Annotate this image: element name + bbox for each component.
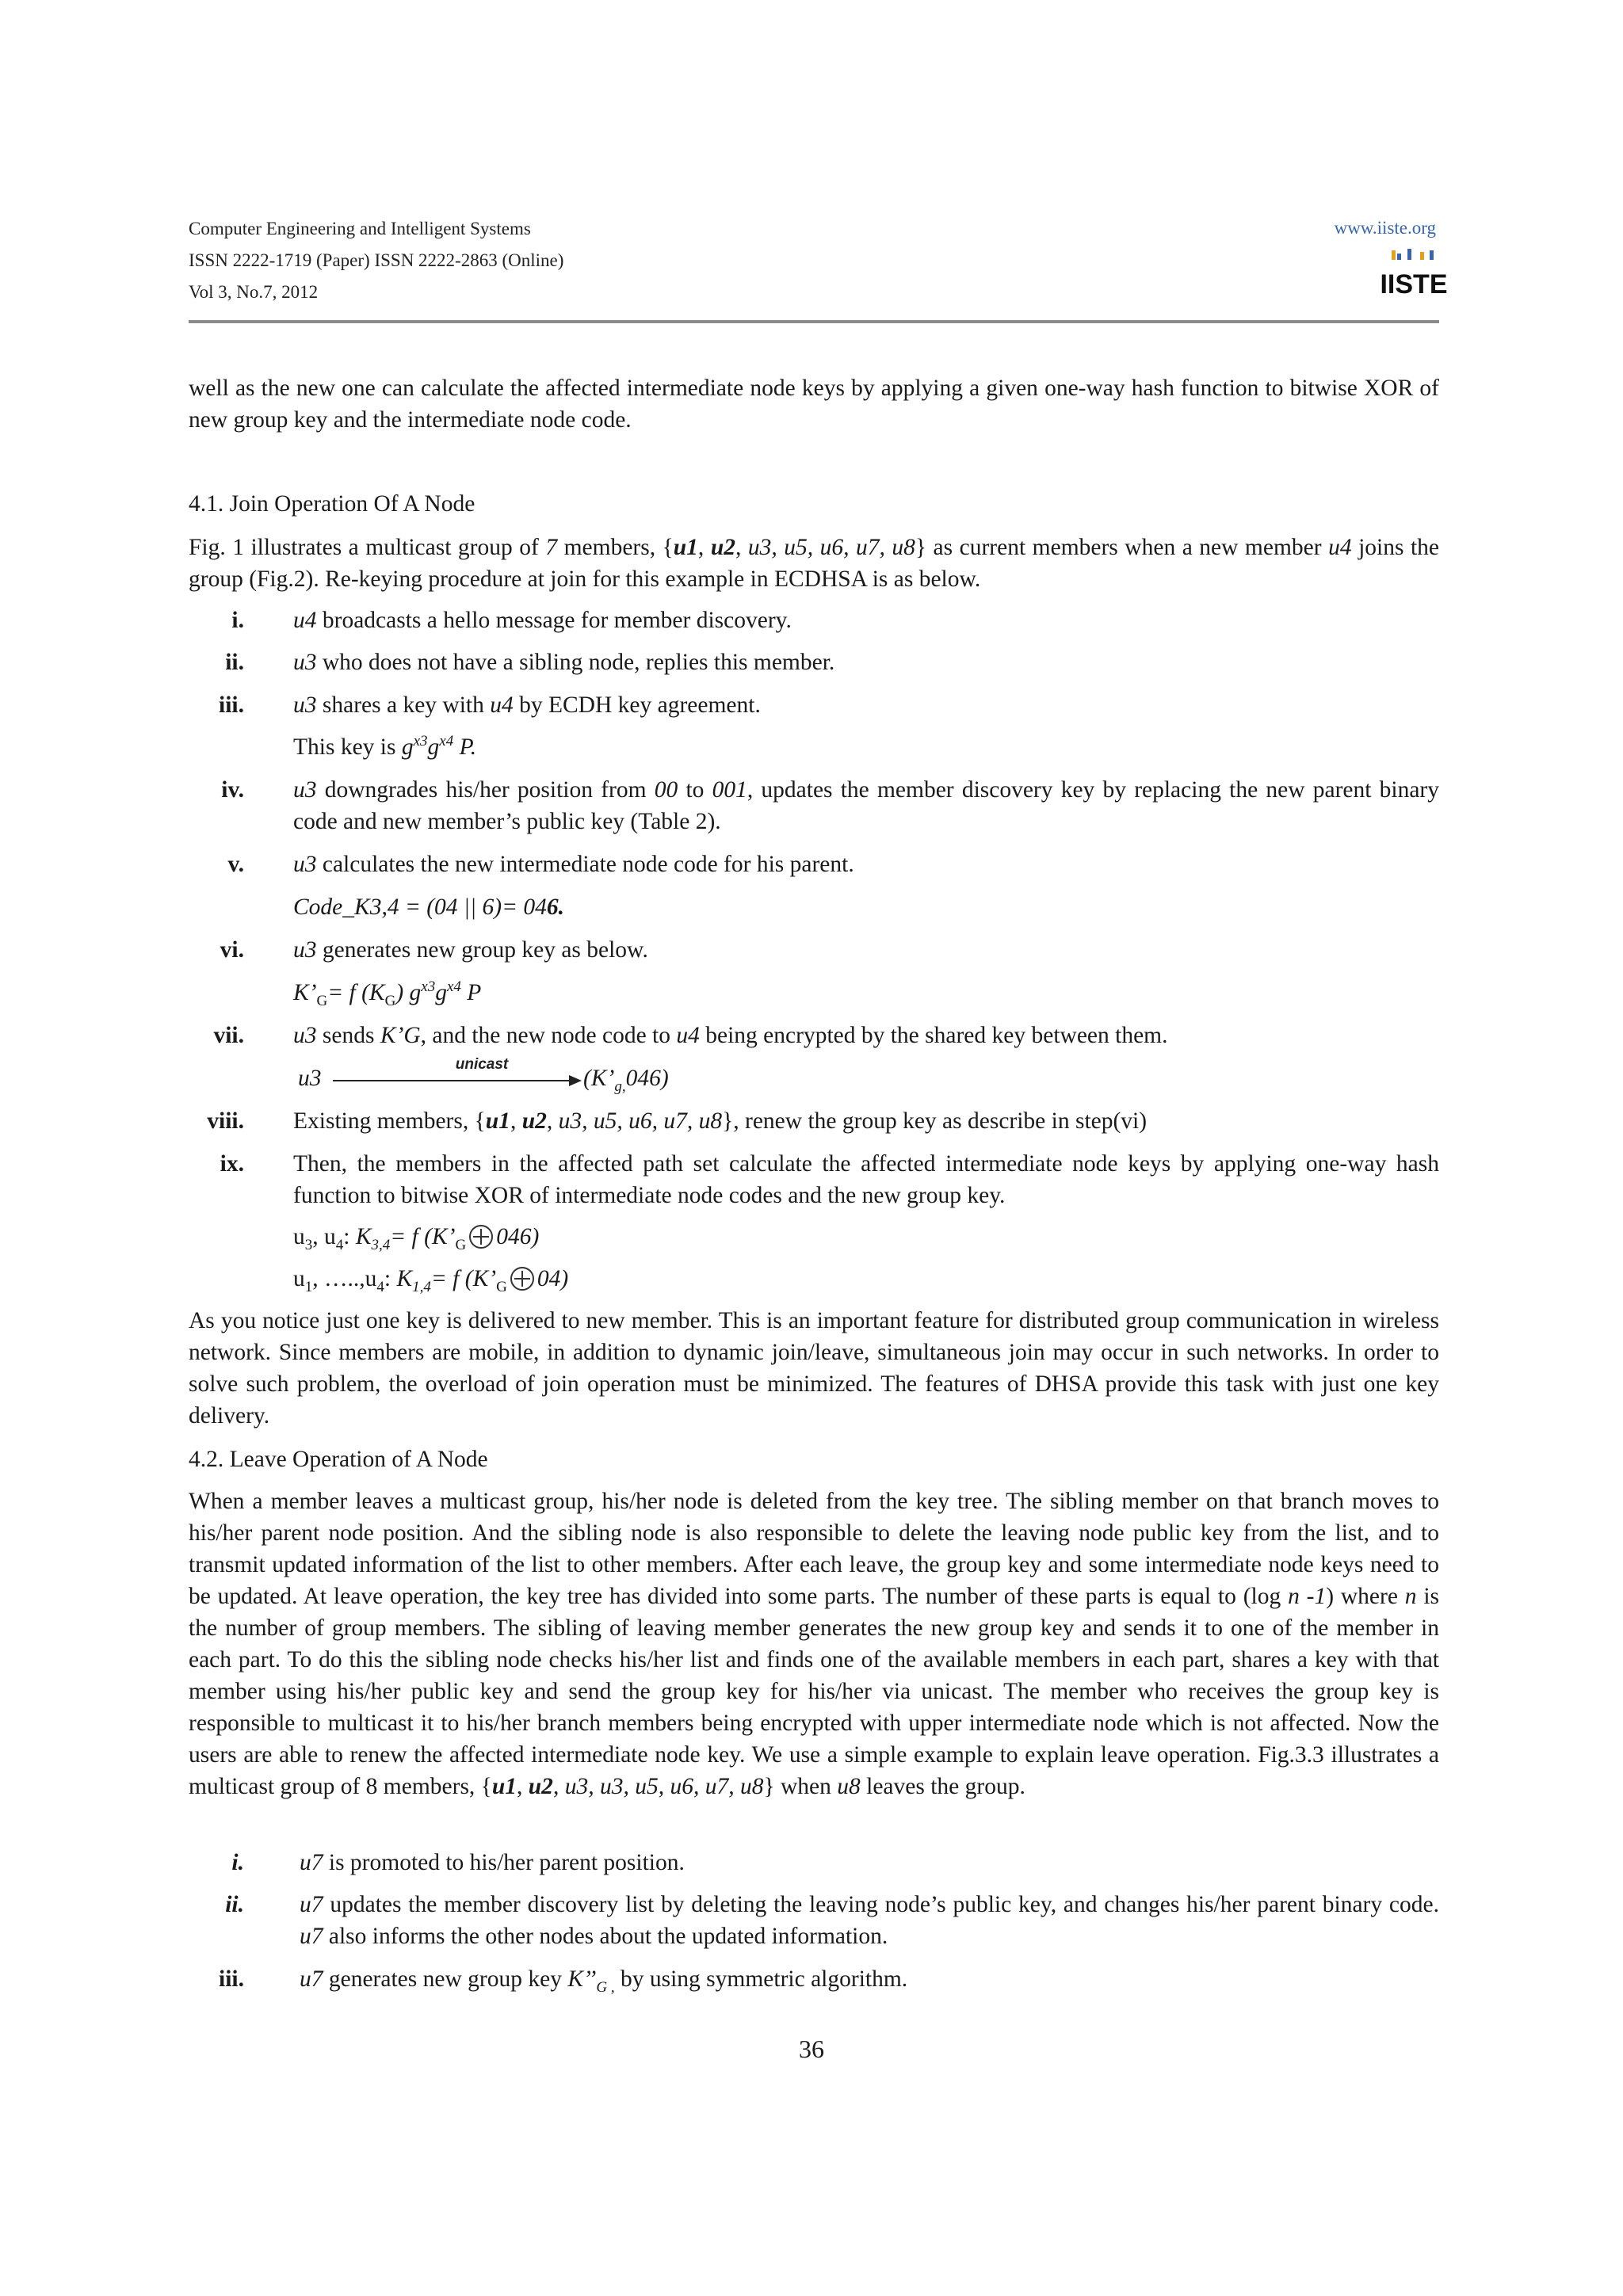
node-key-formula-2: $u_1$, $\dots..,u_4$: $K_{1,4}= f$ ($K’_G$ 04) bbox=[293, 1266, 569, 1295]
shared-key-formula: This key is $g^{x3}g^{x4}$ P. bbox=[293, 733, 477, 760]
section-heading-join: 4.1. Join Operation Of A Node bbox=[189, 491, 475, 517]
header-rule bbox=[189, 320, 1439, 323]
xor-icon bbox=[510, 1267, 534, 1291]
issn-line: ISSN 2222-1719 (Paper) ISSN 2222-2863 (Online) bbox=[189, 250, 564, 270]
node-code-formula: Code_K3,4 = (04 || 6)= 046. bbox=[293, 894, 565, 920]
unicast-label: unicast bbox=[455, 1056, 509, 1073]
unicast-from: u3 bbox=[298, 1066, 322, 1091]
volume-line: Vol 3, No.7, 2012 bbox=[189, 282, 319, 302]
leave-paragraph: When a member leaves a multicast group, his/her node is deleted from the key tree. The sibling member on that branch moves to his/her parent node position. And the sibling node is also responsible to delete the leaving node public key from the list, and to transmit updated information of the list to other members. After each leave, the group key and some intermediate node keys need to be updated. At leave operation, the key tree has divided into some parts. The number of these parts is equal to (log n -1) where n is the number of group members. The sibling of leaving member generates the new group key and sends it to one of the member in each part. To do this the sibling node checks his/her list and finds one of the available members in each part, shares a key with that member using his/her public key and send the group key for his/her via unicast. The member who receives the group key is responsible to multicast it to his/her branch members being encrypted with upper intermediate node which is not affected. Now the users are able to renew the affected intermediate node key. We use a simple example to explain leave operation. Fig.3.3 illustrates a multicast group of 8 members, {u1, u2, u3, u3, u5, u6, u7, u8} when u8 leaves the group. bbox=[189, 1489, 1439, 1799]
page-number: 36 bbox=[799, 2035, 824, 2063]
journal-title: Computer Engineering and Intelligent Systems bbox=[189, 219, 531, 238]
group-key-formula: $K’_G= f$ $(K_G)$ $g^{x3}g^{x4}$ P bbox=[293, 978, 482, 1009]
journal-url[interactable]: www.iiste.org bbox=[1334, 218, 1436, 238]
logo-text: IISTE bbox=[1380, 269, 1448, 299]
intro-paragraph: well as the new one can calculate the affected intermediate node keys by applying a given one-way hash function to bitwise XOR of new group key and the intermediate node code. bbox=[189, 376, 1439, 433]
unicast-payload: $(K’_{g,}046)$ bbox=[583, 1066, 669, 1095]
section-heading-leave: 4.2. Leave Operation of A Node bbox=[189, 1447, 488, 1472]
node-key-formula-1: $u_3$, $u_4$: $K_{3,4}= f$ ($K’_G$ 046) bbox=[293, 1224, 540, 1253]
unicast-arrow bbox=[333, 1054, 583, 1089]
join-paragraph: Fig. 1 illustrates a multicast group of 7 members, {u1, u2, u3, u5, u6, u7, u8} as current members when a new member u4 joins the group (Fig.2). Re-keying procedure at join for this example in ECDHSA is as below. bbox=[189, 535, 1440, 592]
xor-icon bbox=[469, 1225, 493, 1249]
join-summary-paragraph: As you notice just one key is delivered to new member. This is an important feature for distributed group communication in wireless network. Since members are mobile, in addition to dynamic join/leave, simultaneous join may occur in such networks. In order to solve such problem, the overload of join operation must be minimized. The features of DHSA provide this task with just one key delivery. bbox=[189, 1308, 1439, 1428]
iiste-logo bbox=[1380, 246, 1448, 299]
